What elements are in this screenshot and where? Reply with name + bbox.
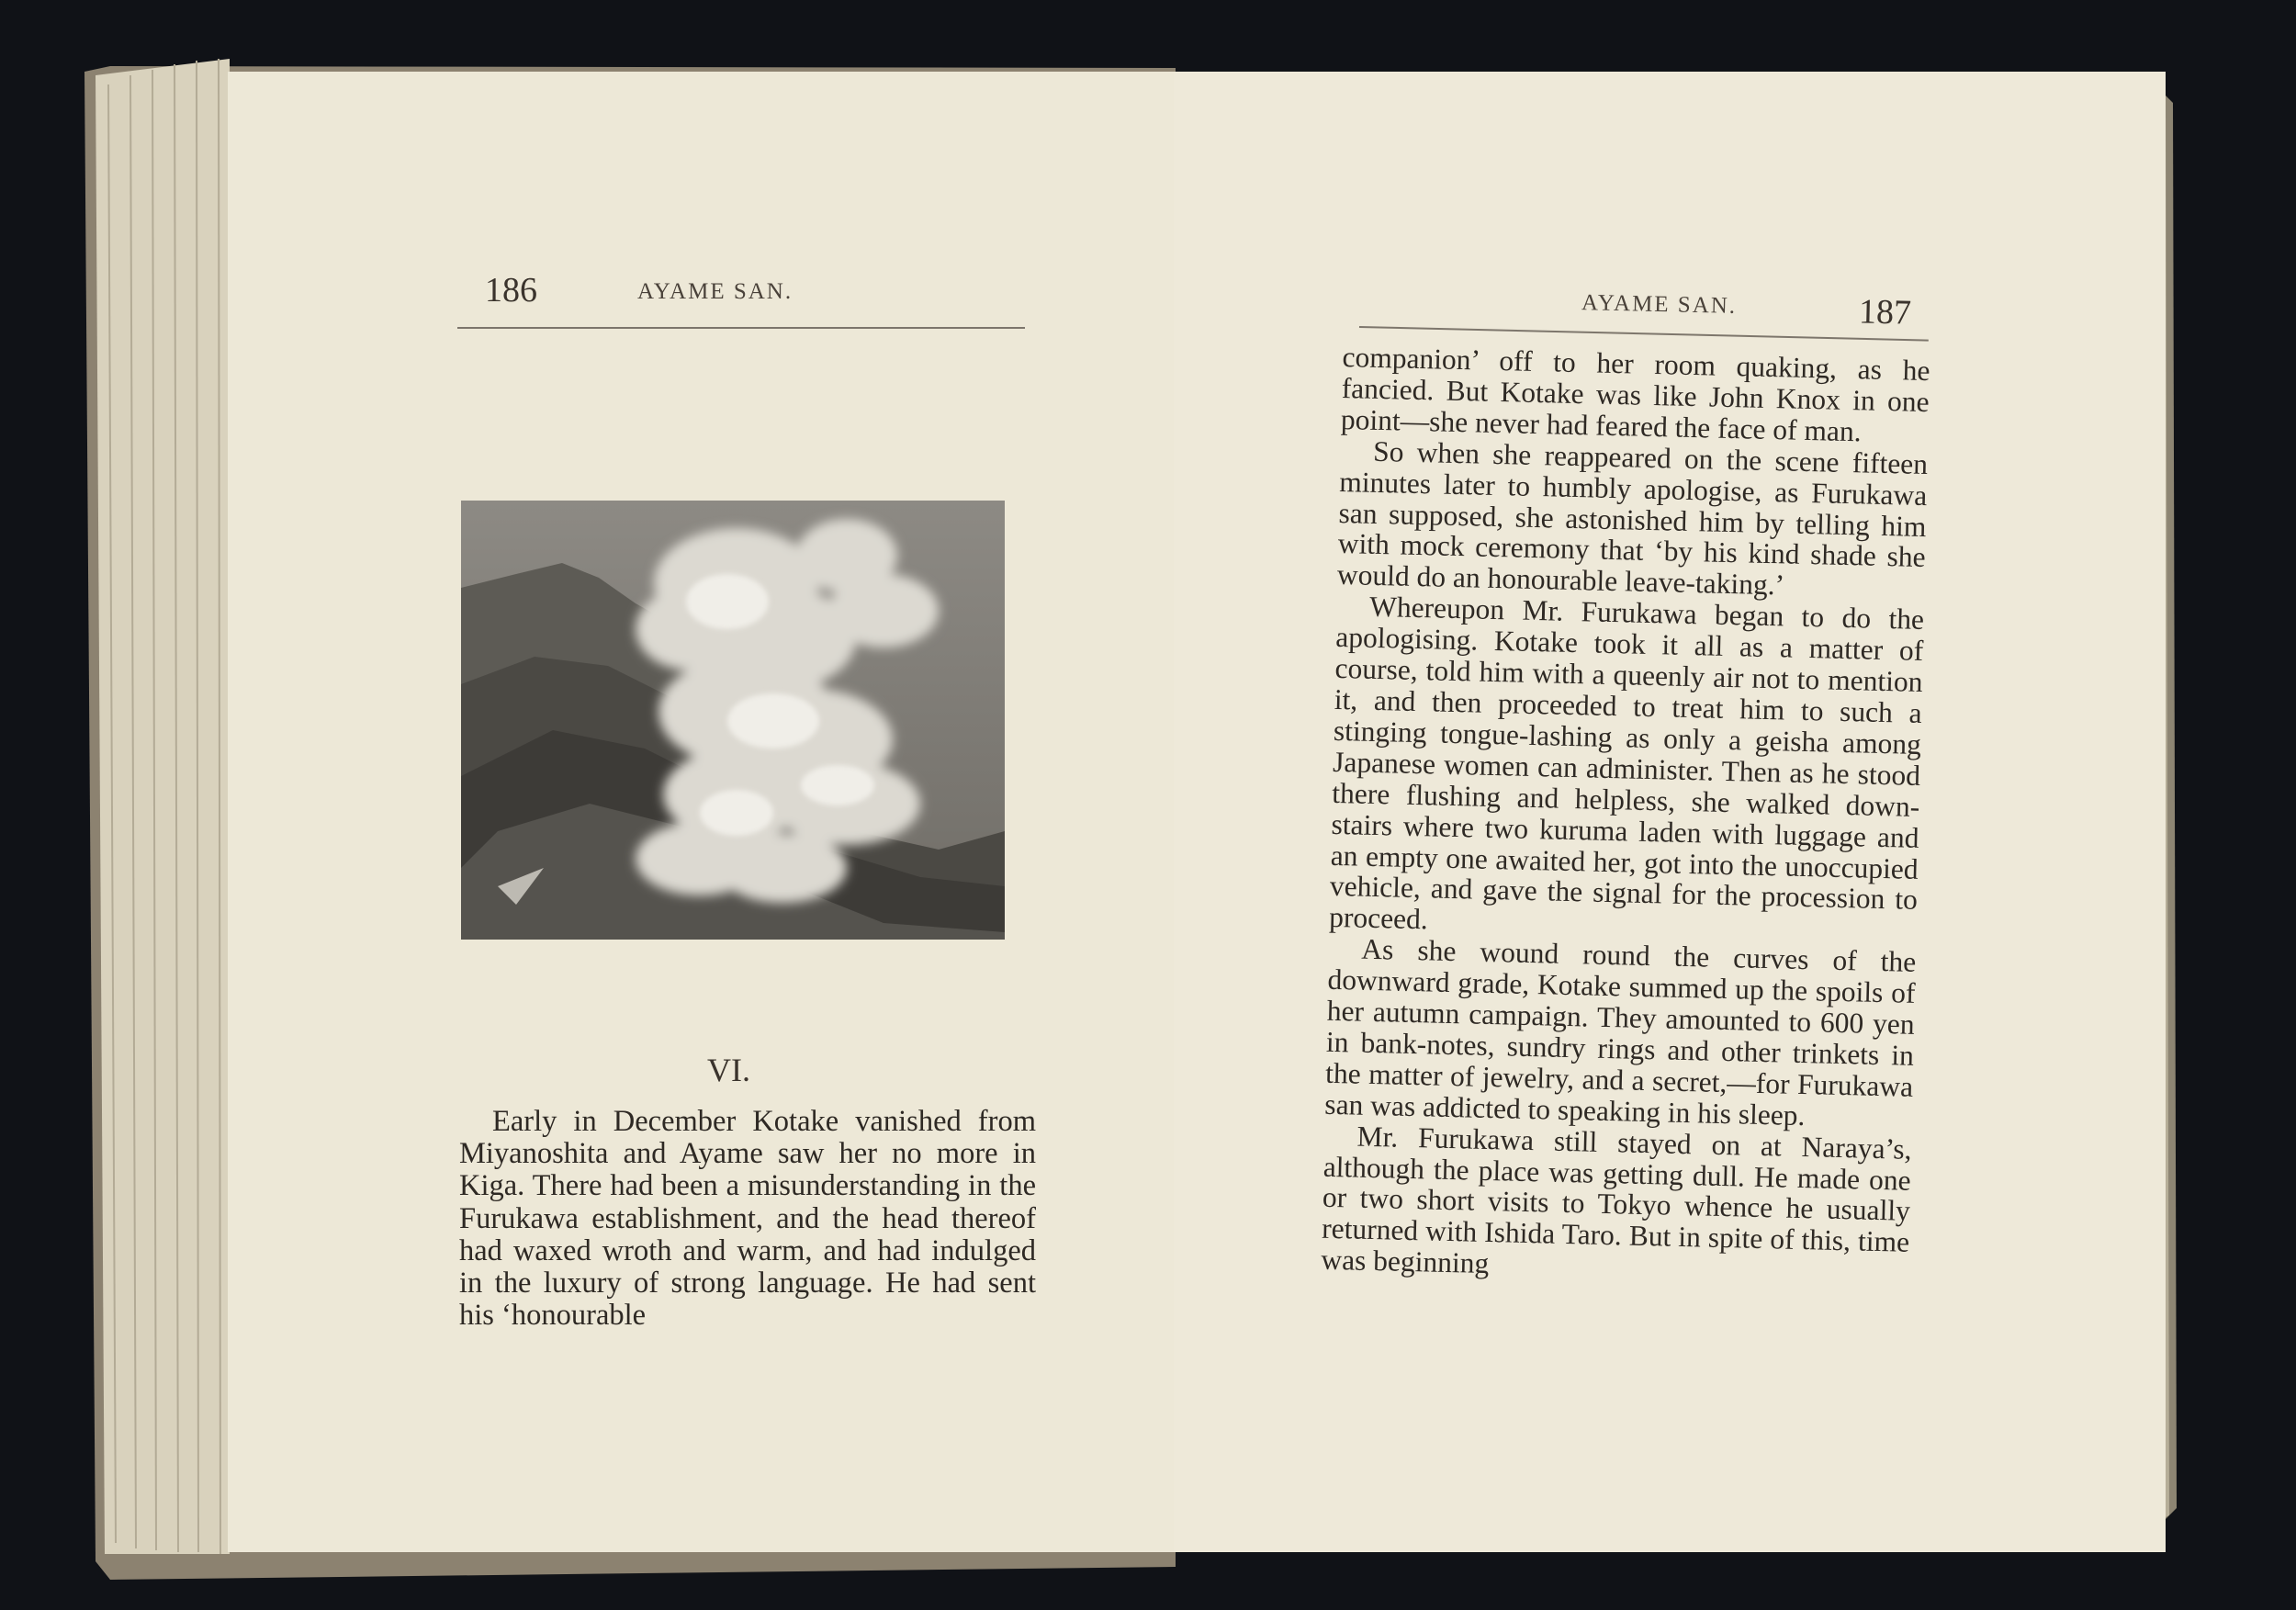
left-page-body-text (459, 1106, 1036, 1332)
right-page-body-text (1321, 342, 1930, 1289)
volcanic-steam-photograph (461, 501, 1005, 940)
right-paragraph: Whereupon Mr. Furukawa began to do the apologising. Kotake took it all as a matter of course, told him with a queenly air not to mention it, and then proceeded to treat him to such a stinging tongue-lashing as only a geisha among Japanese women can administer. Then as he stood there flushing and helpless, she walked down-stairs where two kuruma laden with luggage and an empty one awaited her, got into the unoccupied vehicle, and gave the signal for the procession to proceed. (1328, 591, 1925, 936)
left-paragraph: Early in December Kotake vanished from Miyanoshita and Ayame saw her no more in Kiga. There had been a misunderstanding in the Furukawa establishment, and the head thereof had waxed wroth and warm, and had indulged in the luxury of strong language. He had sent his ‘honourable (459, 1105, 1036, 1333)
running-head-right: AYAME SAN. (1581, 290, 1738, 319)
left-page-block (96, 59, 230, 1554)
right-paragraph: companion’ off to her room quaking, as he fancied. But Kotake was like John Knox in one point—she never had feared the face of man. (1340, 341, 1930, 448)
page-number-right: 187 (1858, 292, 1912, 332)
header-rule-left (457, 327, 1025, 329)
page-number-left: 186 (485, 271, 537, 310)
right-paragraph: As she wound round the curves of the downward grade, Kotake summed up the spoils of her autumn campaign. They amounted to 600 yen in bank-notes, sundry rings and other trinkets in the matter of jewelry, and a secret,—for Furukawa san was addicted to speaking in his sleep. (1324, 932, 1917, 1132)
running-head-left: AYAME SAN. (637, 279, 793, 304)
chapter-heading: VI. (707, 1052, 750, 1088)
right-paragraph: So when she reappeared on the scene fifteen minutes later to humbly apologise, as Furukawa san supposed, she astonished him by telling him with mock ceremony that ‘by his kind shade she would do an honourable leave-taking.’ (1336, 434, 1929, 602)
right-paragraph: Mr. Furukawa still stayed on at Naraya’s, although the place was getting dull. He made one or two short visits to Tokyo whence he usually returned with Ishida Taro. But in spite of this, time was beginning (1321, 1120, 1912, 1280)
